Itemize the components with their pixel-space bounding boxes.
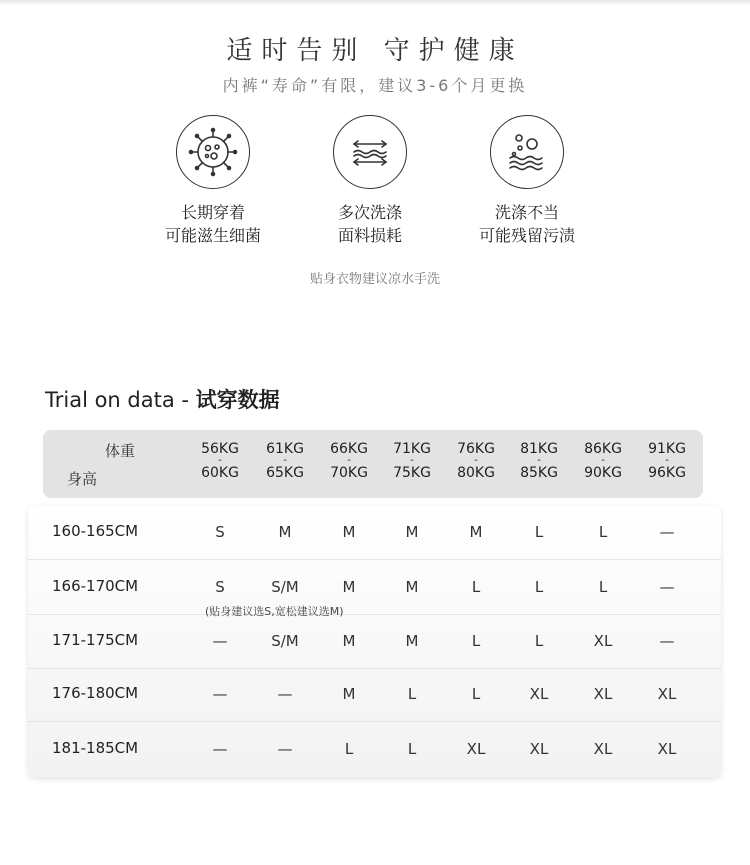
- height-label: 171-175CM: [52, 631, 139, 649]
- weight-range-dash: -: [665, 455, 669, 466]
- weight-range-start: 91KG: [648, 441, 686, 457]
- height-label: 160-165CM: [52, 522, 139, 540]
- size-cell: L: [534, 578, 544, 596]
- feature-washing: [442, 115, 612, 247]
- features-row: [0, 115, 750, 255]
- weight-range-end: 96KG: [648, 465, 686, 481]
- size-cell: L: [407, 740, 417, 758]
- weight-range-end: 80KG: [457, 465, 495, 481]
- weight-range-start: 66KG: [330, 441, 368, 457]
- size-cell: —: [212, 685, 228, 703]
- size-cell: M: [342, 685, 356, 703]
- header-height-label: 身高: [67, 470, 98, 488]
- page-title: 适时告别 守护健康: [226, 36, 524, 66]
- weight-column-header: [635, 442, 699, 480]
- table-row: [28, 560, 721, 615]
- size-cell: M: [278, 523, 292, 541]
- weight-range-dash: -: [347, 455, 351, 466]
- page-subtitle: 内裤“寿命”有限，建议3-6个月更换: [222, 76, 528, 95]
- size-cell: L: [471, 685, 481, 703]
- section-title: [45, 384, 280, 414]
- size-cell: —: [277, 685, 293, 703]
- size-cell: S/M: [271, 632, 299, 650]
- feature-wear-line1: 多次洗涤: [337, 203, 402, 222]
- weight-range-end: 70KG: [330, 465, 368, 481]
- size-cell: L: [344, 740, 354, 758]
- size-cell: L: [407, 685, 417, 703]
- weight-range-start: 76KG: [457, 441, 495, 457]
- feature-washing-line1: 洗涤不当: [494, 203, 559, 222]
- table-row: [28, 614, 721, 669]
- weight-column-header: [317, 442, 381, 480]
- washing-bubbles-icon: [490, 115, 564, 189]
- size-cell: —: [659, 632, 675, 650]
- weight-range-end: 85KG: [520, 465, 558, 481]
- size-cell: —: [212, 632, 228, 650]
- weight-range-dash: -: [218, 455, 222, 466]
- feature-bacteria-line1: 长期穿着: [180, 203, 245, 222]
- feature-wear-line2: 面料损耗: [337, 226, 402, 245]
- height-label: 176-180CM: [52, 684, 139, 702]
- weight-range-start: 61KG: [266, 441, 304, 457]
- size-cell: S/M: [271, 578, 299, 596]
- size-cell: XL: [657, 685, 677, 703]
- size-cell: XL: [466, 740, 486, 758]
- bacteria-icon: [176, 115, 250, 189]
- top-edge: [0, 0, 750, 6]
- header-weight-label: 体重: [105, 442, 136, 460]
- weight-range-dash: -: [601, 455, 605, 466]
- size-cell: M: [342, 523, 356, 541]
- section-title-cn: 试穿数据: [195, 388, 280, 412]
- size-cell: XL: [593, 740, 613, 758]
- feature-bacteria-line2: 可能滋生细菌: [164, 226, 261, 245]
- size-tip-note: (贴身建议选S,宽松建议选M): [205, 605, 344, 618]
- weight-range-dash: -: [474, 455, 478, 466]
- size-cell: XL: [529, 740, 549, 758]
- size-cell: —: [659, 578, 675, 596]
- size-cell: —: [659, 523, 675, 541]
- weight-column-header: [507, 442, 571, 480]
- size-cell: L: [598, 523, 608, 541]
- weight-range-start: 56KG: [201, 441, 239, 457]
- size-cell: M: [405, 578, 419, 596]
- size-cell: —: [212, 740, 228, 758]
- height-label: 181-185CM: [52, 739, 139, 757]
- size-cell: M: [342, 578, 356, 596]
- weight-range-end: 75KG: [393, 465, 431, 481]
- feature-bacteria: [128, 115, 298, 247]
- size-cell: M: [469, 523, 483, 541]
- size-table-header: [43, 430, 703, 498]
- stretch-fabric-icon: [333, 115, 407, 189]
- size-cell: XL: [529, 685, 549, 703]
- table-row: [28, 505, 721, 560]
- size-cell: L: [471, 578, 481, 596]
- table-row: [28, 667, 721, 722]
- weight-range-end: 90KG: [584, 465, 622, 481]
- weight-range-dash: -: [537, 455, 541, 466]
- size-cell: M: [342, 632, 356, 650]
- section-title-en: Trial on data -: [45, 388, 196, 412]
- weight-range-end: 65KG: [266, 465, 304, 481]
- size-cell: XL: [593, 685, 613, 703]
- size-cell: L: [471, 632, 481, 650]
- size-cell: S: [215, 578, 225, 596]
- size-cell: XL: [657, 740, 677, 758]
- weight-range-dash: -: [283, 455, 287, 466]
- table-row: [28, 722, 721, 777]
- feature-wear: [285, 115, 455, 247]
- size-cell: S: [215, 523, 225, 541]
- size-cell: M: [405, 632, 419, 650]
- size-cell: L: [598, 578, 608, 596]
- weight-column-header: [380, 442, 444, 480]
- weight-range-start: 71KG: [393, 441, 431, 457]
- weight-column-header: [253, 442, 317, 480]
- weight-range-dash: -: [410, 455, 414, 466]
- care-note: 贴身衣物建议凉水手洗: [309, 272, 440, 287]
- size-cell: —: [277, 740, 293, 758]
- size-cell: XL: [593, 632, 613, 650]
- size-cell: L: [534, 632, 544, 650]
- feature-washing-line2: 可能残留污渍: [478, 226, 575, 245]
- weight-column-header: [188, 442, 252, 480]
- size-cell: M: [405, 523, 419, 541]
- weight-column-header: [444, 442, 508, 480]
- weight-column-header: [571, 442, 635, 480]
- weight-range-start: 81KG: [520, 441, 558, 457]
- size-cell: L: [534, 523, 544, 541]
- weight-range-end: 60KG: [201, 465, 239, 481]
- weight-range-start: 86KG: [584, 441, 622, 457]
- height-label: 166-170CM: [52, 577, 139, 595]
